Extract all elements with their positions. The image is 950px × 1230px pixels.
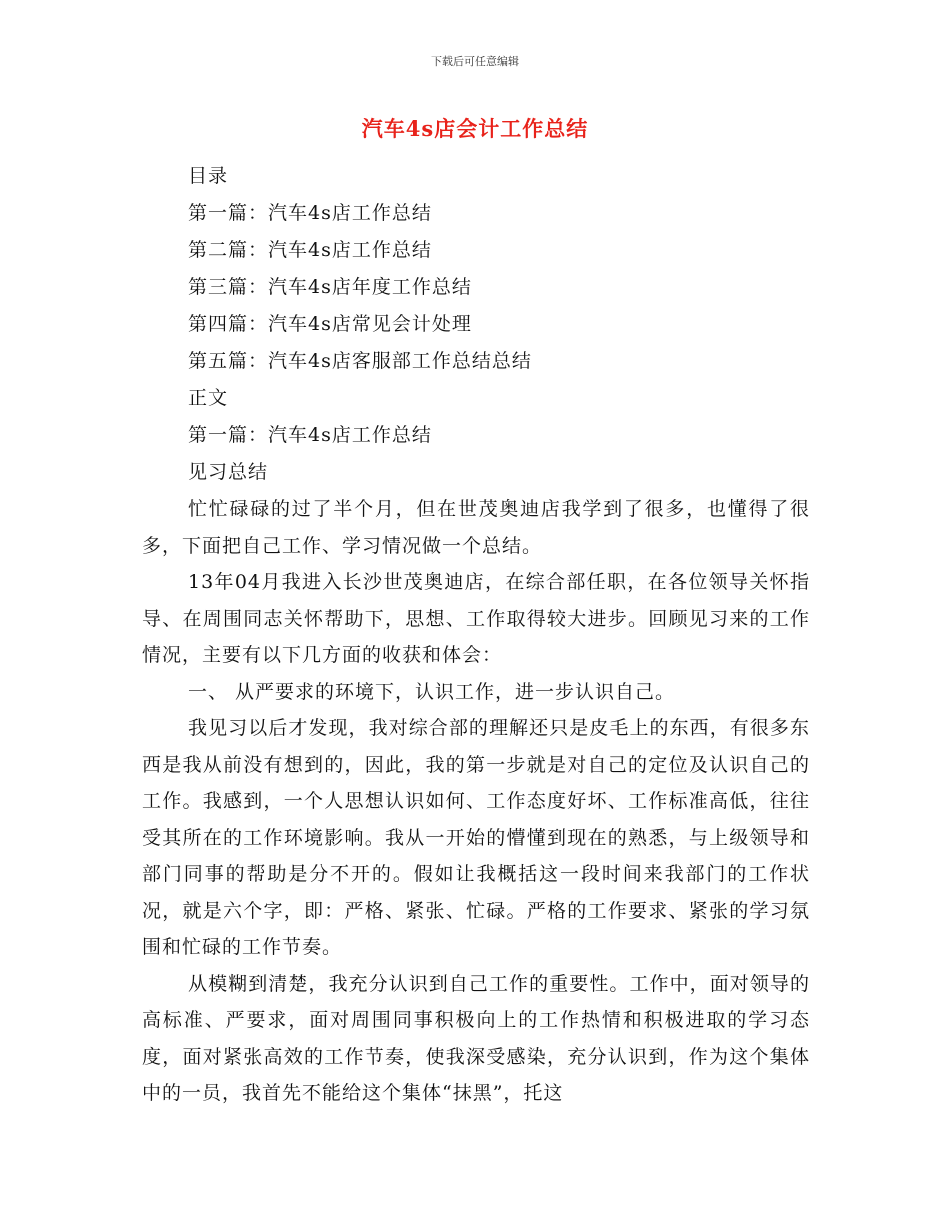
section-title: 第一篇：汽车4s店工作总结 — [188, 424, 432, 446]
body-heading: 正文 — [188, 387, 229, 409]
toc-item-5: 第五篇：汽车4s店客服部工作总结总结 — [188, 350, 532, 372]
toc-item-3: 第三篇：汽车4s店年度工作总结 — [188, 276, 472, 298]
paragraph-1: 忙忙碌碌的过了半个月，但在世茂奥迪店我学到了很多，也懂得了很多，下面把自己工作、学习情况做一个总结。 — [142, 498, 810, 557]
toc-heading: 目录 — [188, 165, 229, 187]
toc-item-2: 第二篇：汽车4s店工作总结 — [188, 239, 432, 261]
document-title: 汽车4s店会计工作总结 — [361, 116, 589, 141]
toc-item-4: 第四篇：汽车4s店常见会计处理 — [188, 313, 472, 335]
document-body — [142, 158, 810, 1112]
paragraph-5: 从模糊到清楚，我充分认识到自己工作的重要性。工作中，面对领导的高标准、严要求，面对周围同事积极向上的工作热情和积极进取的学习态度，面对紧张高效的工作节奏，使我深受感染，充分认识到，作为这个集体中的一员，我首先不能给这个集体“抹黑”，托这 — [142, 972, 810, 1104]
header-note: 下载后可任意编辑 — [431, 55, 519, 68]
section-subtitle: 见习总结 — [188, 461, 269, 483]
paragraph-3: 一、 从严要求的环境下，认识工作，进一步认识自己。 — [188, 680, 676, 703]
paragraph-2: 13年04月我进入长沙世茂奥迪店，在综合部任职，在各位领导关怀指导、在周围同志关怀帮助下，思想、工作取得较大进步。回顾见习来的工作情况，主要有以下几方面的收获和体会： — [142, 571, 810, 666]
paragraph-4: 我见习以后才发现，我对综合部的理解还只是皮毛上的东西，有很多东西是我从前没有想到的，因此，我的第一步就是对自己的定位及认识自己的工作。我感到，一个人思想认识如何、工作态度好坏、工作标准高低，往往受其所在的工作环境影响。我从一开始的懵懂到现在的熟悉，与上级领导和部门同事的帮助是分不开的。假如让我概括这一段时间来我部门的工作状况，就是六个字，即：严格、紧张、忙碌。严格的工作要求、紧张的学习氛围和忙碌的工作节奏。 — [142, 717, 810, 958]
toc-item-1: 第一篇：汽车4s店工作总结 — [188, 202, 432, 224]
